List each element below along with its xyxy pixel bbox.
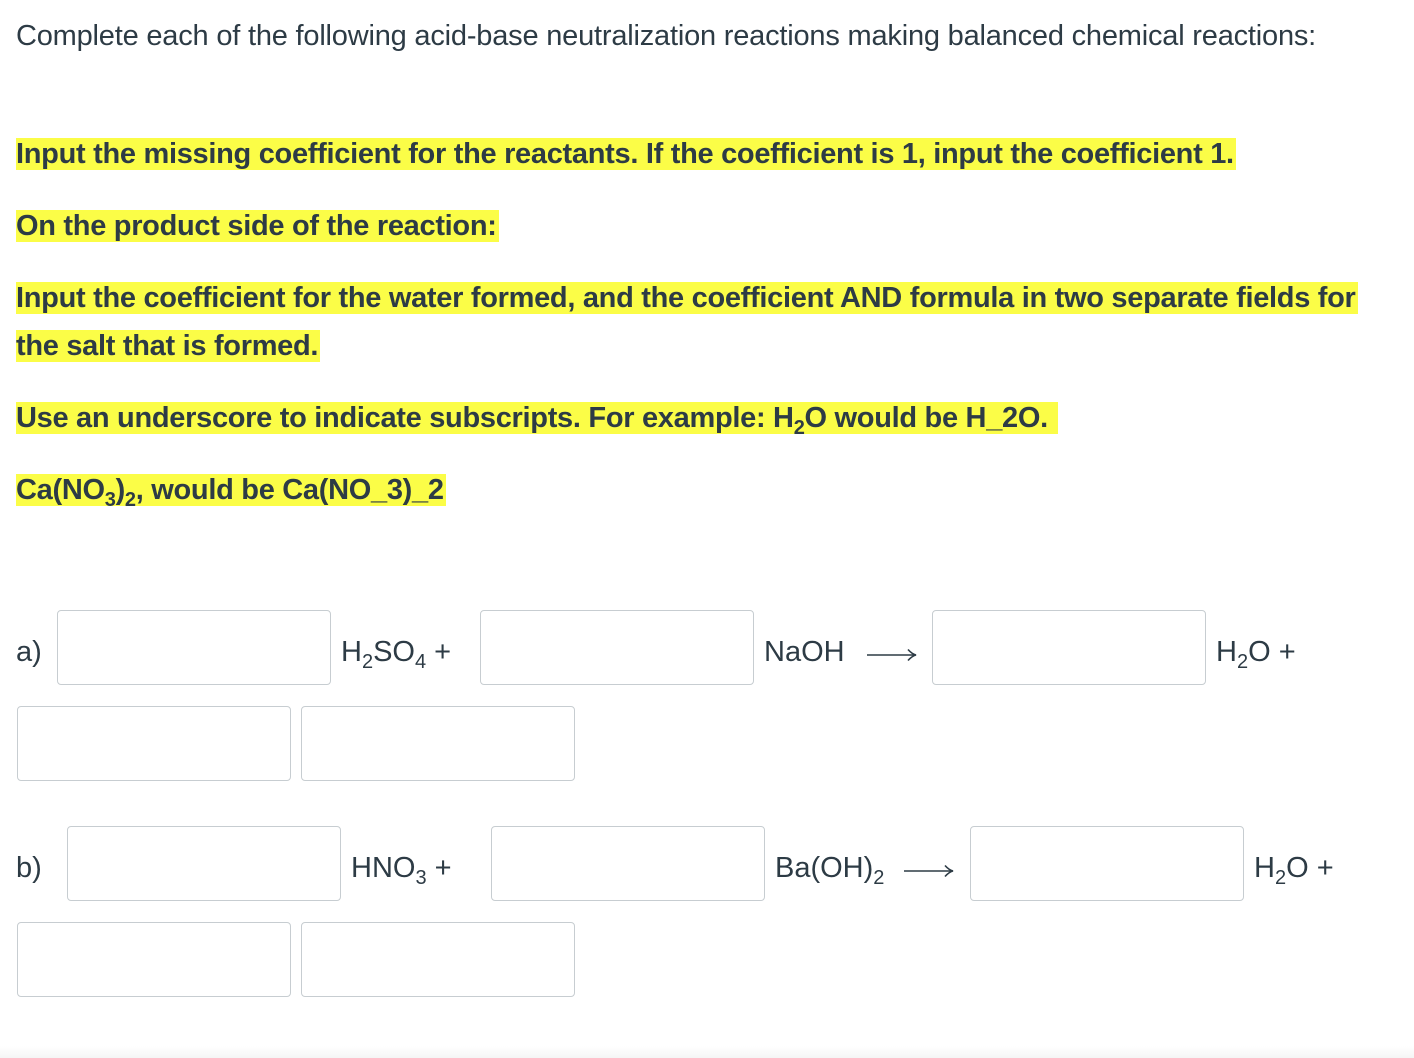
instruction-line-3-text: Input the coefficient for the water formed, and the coefficient AND formula in two separate fields for the salt that is formed. — [16, 282, 1356, 362]
reaction-a-reactant1-base: H — [341, 636, 362, 668]
instruction-line-4-post: O would be H_2O. — [804, 402, 1048, 434]
reaction-b-reactant2-sub: 2 — [873, 867, 885, 889]
instruction-line-5-post: , would be Ca(NO_3)_2 — [135, 474, 444, 506]
reaction-b-coef-reactant2-input[interactable] — [491, 826, 765, 901]
instruction-line-4-text — [16, 402, 1058, 439]
reaction-a-reactant1 — [341, 636, 452, 673]
instruction-line-2-text: On the product side of the reaction: — [16, 210, 497, 242]
reaction-b-coef-reactant1-input[interactable] — [67, 826, 341, 901]
reaction-a-coef-reactant1-input[interactable] — [57, 610, 331, 685]
reaction-b-plus-1: + — [426, 852, 452, 884]
reaction-b-water-sub: 2 — [1274, 867, 1287, 889]
instruction-line-5-mid: ) — [115, 474, 125, 506]
reaction-a-water-tail: O + — [1248, 636, 1296, 668]
reaction-b-label: b) — [16, 852, 42, 884]
instruction-line-5-sub2: 2 — [124, 488, 136, 511]
instruction-line-4 — [16, 394, 1058, 442]
instruction-line-5-sub1: 3 — [104, 488, 116, 511]
reaction-a-water — [1216, 636, 1296, 673]
reaction-b-reactant1-sub: 3 — [415, 867, 427, 889]
reaction-a-salt-formula-input[interactable] — [301, 706, 575, 781]
reaction-b-reactant1 — [351, 852, 452, 889]
instruction-line-1-text: Input the missing coefficient for the reactants. If the coefficient is 1, input the coefficient 1. — [16, 138, 1234, 170]
instruction-line-5-text — [16, 474, 446, 511]
reaction-a-reactant2: NaOH — [764, 636, 845, 668]
reaction-a-plus-1: + — [426, 636, 452, 668]
instruction-line-5-pre: Ca(NO — [16, 474, 105, 506]
reaction-b-salt-formula-input[interactable] — [301, 922, 575, 997]
reaction-a-water-base: H — [1216, 636, 1237, 668]
reaction-a-salt-coef-input[interactable] — [17, 706, 291, 781]
reaction-a-label: a) — [16, 636, 42, 668]
instruction-line-4-sub: 2 — [793, 416, 805, 439]
reaction-b-water — [1254, 852, 1334, 889]
reaction-a-reactant1-mid: SO — [373, 636, 415, 668]
instruction-line-3 — [16, 274, 1400, 370]
reaction-b-arrow-icon — [903, 864, 955, 878]
reaction-b-water-tail: O + — [1286, 852, 1334, 884]
reaction-b-reactant2 — [775, 852, 885, 889]
reaction-b-reactant2-base: Ba(OH) — [775, 852, 874, 884]
reaction-a-reactant1-sub2: 4 — [414, 651, 427, 673]
reaction-b-reactant1-base: HNO — [351, 852, 416, 884]
reaction-a-water-sub: 2 — [1236, 651, 1249, 673]
reaction-b-water-base: H — [1254, 852, 1275, 884]
reaction-a-coef-reactant2-input[interactable] — [480, 610, 754, 685]
reaction-a-reactant1-sub1: 2 — [361, 651, 374, 673]
reaction-a-arrow-icon — [866, 648, 918, 662]
page-bottom-edge — [0, 1046, 1414, 1058]
reaction-b-water-coef-input[interactable] — [970, 826, 1244, 901]
reaction-b-salt-coef-input[interactable] — [17, 922, 291, 997]
question-intro: Complete each of the following acid-base neutralization reactions making balanced chemical reactions: — [16, 20, 1317, 52]
instruction-line-1 — [16, 130, 1396, 178]
instruction-line-2 — [16, 202, 499, 250]
instruction-line-5 — [16, 466, 446, 514]
reaction-a-water-coef-input[interactable] — [932, 610, 1206, 685]
instruction-line-4-pre: Use an underscore to indicate subscripts. For example: H — [16, 402, 794, 434]
